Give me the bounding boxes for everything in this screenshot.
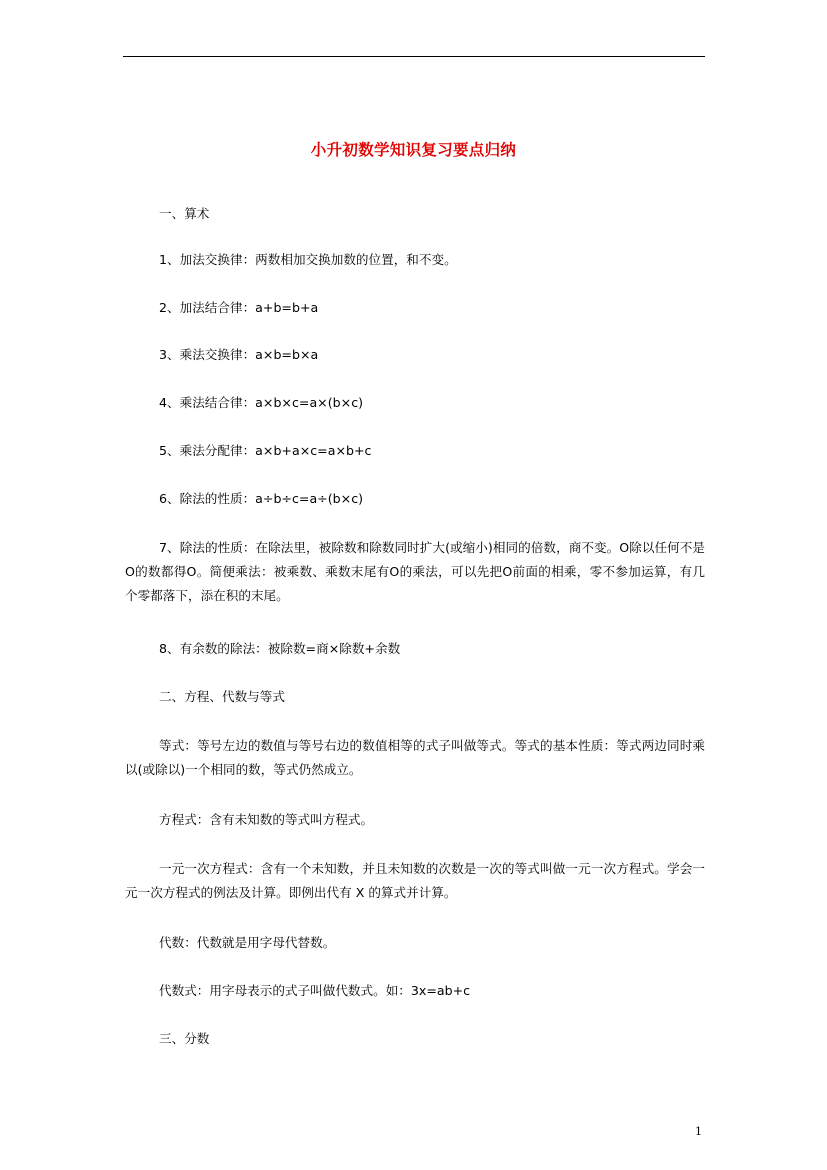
document-title: 小升初数学知识复习要点归纳 [310, 140, 517, 159]
paragraph-division-property: 6、除法的性质：a÷b÷c=a÷(b×c) [159, 491, 364, 506]
section-heading-arithmetic: 一、算术 [159, 206, 210, 221]
paragraph-division-property-extended: 7、除法的性质：在除法里，被除数和除数同时扩大(或缩小)相同的倍数，商不变。O除以任何不是O的数都得O。简便乘法：被乘数、乘数末尾有O的乘法，可以先把O前面的相乘，零不参加运算，有几个零都落下，添在积的末尾。 [125, 540, 705, 603]
paragraph-addition-commutative: 1、加法交换律：两数相加交换加数的位置，和不变。 [159, 252, 457, 267]
paragraph-linear-equation: 一元一次方程式：含有一个未知数，并且未知数的次数是一次的等式叫做一元一次方程式。学会一元一次方程式的例法及计算。即例出代有 X 的算式并计算。 [125, 861, 705, 900]
header-rule [123, 56, 705, 57]
page-number: 1 [695, 1125, 702, 1138]
paragraph-multiplication-associative: 4、乘法结合律：a×b×c=a×(b×c) [159, 395, 364, 410]
paragraph-equation: 方程式：含有未知数的等式叫方程式。 [159, 812, 374, 827]
section-heading-fractions: 三、分数 [159, 1031, 210, 1046]
paragraph-algebra: 代数：代数就是用字母代替数。 [159, 935, 336, 950]
paragraph-multiplication-commutative: 3、乘法交换律：a×b=b×a [159, 347, 319, 362]
section-heading-equations: 二、方程、代数与等式 [159, 689, 285, 704]
paragraph-addition-associative: 2、加法结合律：a+b=b+a [159, 300, 319, 315]
paragraph-algebraic-expression: 代数式：用字母表示的式子叫做代数式。如：3x=ab+c [159, 983, 471, 998]
paragraph-multiplication-distributive: 5、乘法分配律：a×b+a×c=a×b+c [159, 443, 372, 458]
paragraph-equality: 等式：等号左边的数值与等号右边的数值相等的式子叫做等式。等式的基本性质：等式两边同时乘以(或除以)一个相同的数，等式仍然成立。 [125, 738, 705, 777]
paragraph-division-remainder: 8、有余数的除法：被除数=商×除数+余数 [159, 641, 401, 656]
